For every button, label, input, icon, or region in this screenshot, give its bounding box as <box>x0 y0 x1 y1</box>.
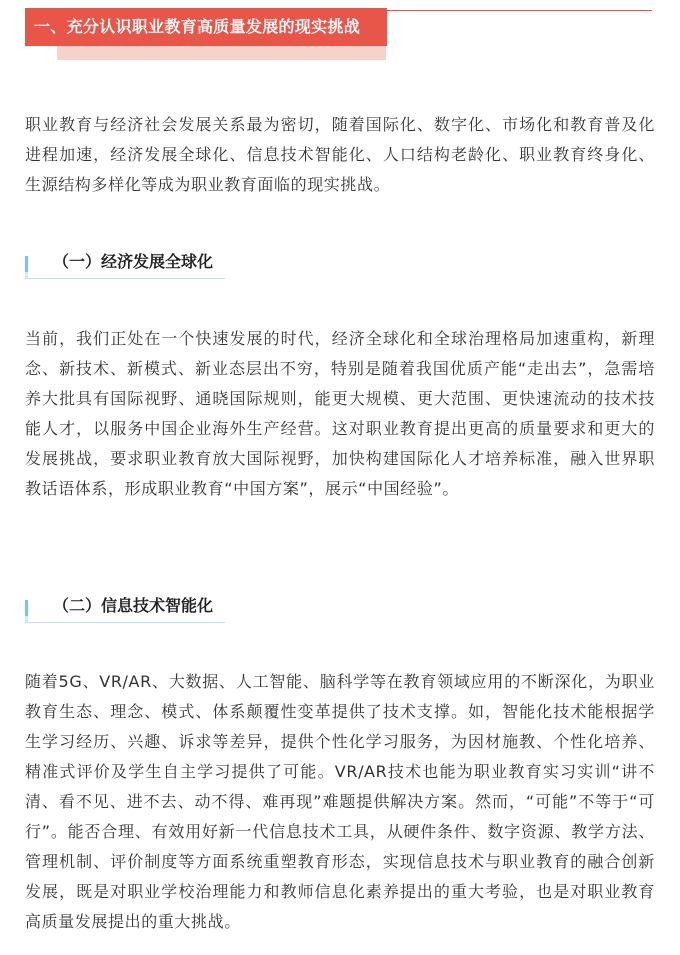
section-title: 一、充分认识职业教育高质量发展的现实挑战 <box>25 8 387 46</box>
top-divider-line <box>380 10 652 11</box>
heading-accent-shadow <box>25 272 28 278</box>
subsection-heading-intelligence <box>25 594 225 623</box>
subsection-heading-globalization <box>25 250 225 279</box>
globalization-paragraph: 当前，我们正处在一个快速发展的时代，经济全球化和全球治理格局加速重构，新理念、新技术、新模式、新业态层出不穷，特别是随着我国优质产能“走出去”，急需培养大批具有国际视野、通晓国际规则，能更大规模、更大范围、更快速流动的技术技能人才，以服务中国企业海外生产经营。这对职业教育提出更高的质量要求和更大的发展挑战，要求职业教育放大国际视野，加快构建国际化人才培养标准，融入世界职教话语体系，形成职业教育“中国方案”，展示“中国经验”。 <box>25 329 655 498</box>
heading-accent-bar <box>25 600 28 616</box>
subsection-heading-label: （一）经济发展全球化 <box>53 252 214 271</box>
heading-accent-bar <box>25 256 28 272</box>
intelligence-paragraph: 随着5G、VR/AR、大数据、人工智能、脑科学等在教育领域应用的不断深化，为职业教育生态、理念、模式、体系颠覆性变革提供了技术支撑。如，智能化技术能根据学生学习经历、兴趣、诉求等差异，提供个性化学习服务，为因材施教、个性化培养、精准式评价及学生自主学习提供了可能。VR/AR技术也能为职业教育实习实训“讲不清、看不见、进不去、动不得、难再现”难题提供解决方案。然而，“可能”不等于“可行”。能否合理、有效用好新一代信息技术工具，从硬件条件、数字资源、教学方法、管理机制、评价制度等方面系统重塑教育形态，实现信息技术与职业教育的融合创新发展，既是对职业学校治理能力和教师信息化素养提出的重大考验，也是对职业教育高质量发展提出的重大挑战。 <box>25 672 655 931</box>
heading-accent-shadow <box>25 616 28 622</box>
intro-paragraph: 职业教育与经济社会发展关系最为密切，随着国际化、数字化、市场化和教育普及化进程加速，经济发展全球化、信息技术智能化、人口结构老龄化、职业教育终身化、生源结构多样化等成为职业教育面临的现实挑战。 <box>25 115 655 194</box>
subsection-heading-label: （二）信息技术智能化 <box>53 596 214 615</box>
